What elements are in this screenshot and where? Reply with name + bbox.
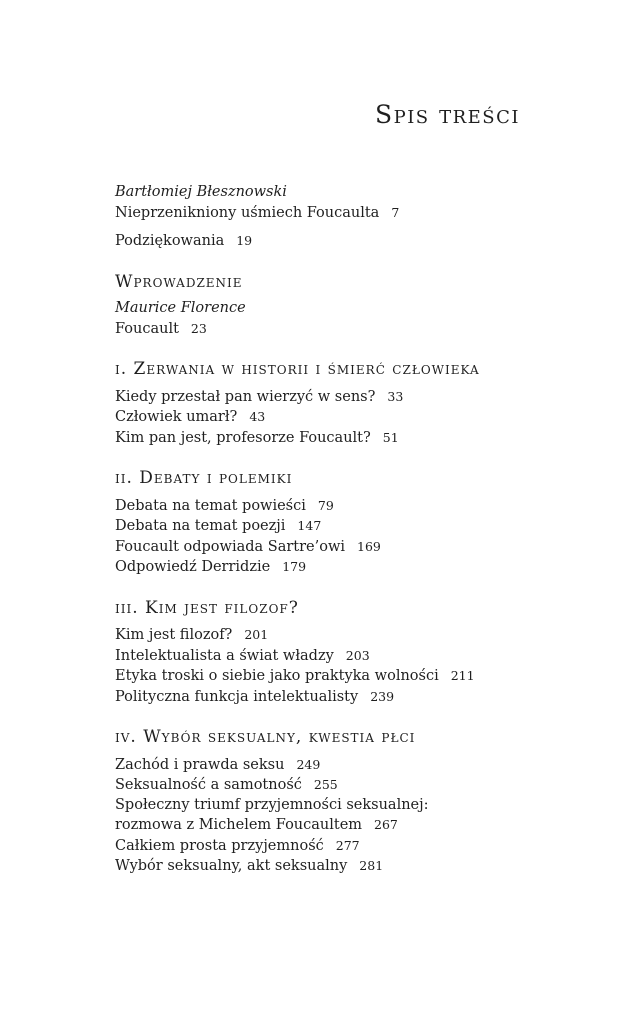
toc-entry	[115, 407, 535, 428]
section-block	[115, 728, 535, 877]
toc-entry-title: Wybór seksualny, akt seksualny	[115, 858, 348, 874]
toc-entry-page-number: 43	[249, 409, 266, 424]
introduction-block	[115, 273, 535, 340]
spacer	[115, 339, 535, 360]
section-block	[115, 469, 535, 578]
toc-entry-title: Seksualność a samotność	[115, 777, 302, 793]
toc-entry-title: Kim jest filozof?	[115, 627, 233, 643]
toc-entry-title: Zachód i prawda seksu	[115, 756, 285, 773]
toc-entry	[115, 836, 535, 857]
toc-entry	[115, 387, 535, 408]
toc-entry	[115, 625, 535, 646]
toc-entry	[115, 428, 535, 449]
toc-entry-page-number: 51	[382, 429, 399, 445]
toc-entry-page-number: 179	[282, 559, 307, 574]
toc-entry	[115, 203, 535, 224]
toc-entry	[115, 231, 535, 252]
toc-entry-page-number: 201	[244, 627, 269, 642]
front-matter-block	[115, 231, 535, 252]
spacer	[115, 578, 535, 599]
toc-entry	[115, 856, 535, 877]
toc-entry-page-number: 23	[190, 320, 207, 336]
spacer	[115, 707, 535, 728]
toc-entry-title: rozmowa z Michelem Foucaultem	[115, 817, 363, 833]
toc-entry-title: Człowiek umarł?	[115, 409, 238, 425]
toc-entry-title: Całkiem prosta przyjemność	[115, 837, 324, 854]
toc-entry-title: Foucault odpowiada Sartre’owi	[115, 538, 346, 555]
toc-entry-page-number: 19	[236, 233, 253, 248]
toc-entry-page-number: 267	[374, 817, 398, 832]
toc-entry	[115, 666, 535, 687]
toc-entry-page-number: 255	[313, 777, 338, 792]
toc-entry	[115, 496, 535, 517]
section-heading: i. Zerwania w historii i śmierć człowieka	[115, 359, 480, 379]
toc-entry-title: Kiedy przestał pan wierzyć w sens?	[115, 388, 376, 405]
toc-entry-title: Intelektualista a świat władzy	[115, 647, 334, 664]
toc-entry-title: Odpowiedź Derridzie	[115, 559, 271, 575]
toc-entry-title: Podziękowania	[115, 233, 225, 249]
toc-entry-page-number: 79	[317, 497, 334, 513]
page-title: Spis treści	[374, 100, 520, 129]
spacer	[115, 223, 535, 231]
toc-entry-page-number: 211	[450, 668, 475, 683]
toc-entry	[115, 775, 535, 796]
toc-entry-title: Nieprzenikniony uśmiech Foucaulta	[115, 204, 380, 221]
toc-entry	[115, 557, 535, 578]
section-block	[115, 599, 535, 708]
toc-entry-page-number: 33	[387, 388, 404, 404]
toc-entry-page-number: 277	[335, 837, 360, 853]
toc-entry-page-number: 249	[296, 756, 321, 772]
toc-entry	[115, 815, 535, 836]
toc-entry	[115, 796, 535, 816]
toc-entry-title: Społeczny triumf przyjemności seksualnej:	[115, 796, 429, 813]
toc-author: Maurice Florence	[115, 300, 246, 316]
toc-entry-title: Kim pan jest, profesorze Foucault?	[115, 429, 371, 446]
toc-entry-page-number: 147	[297, 518, 322, 533]
section-heading: Wprowadzenie	[115, 271, 243, 292]
toc-entry	[115, 646, 535, 667]
section-heading: ii. Debaty i polemiki	[115, 468, 293, 488]
toc-entry-page-number: 7	[391, 204, 400, 220]
front-matter-block	[115, 183, 535, 223]
toc-entry-page-number: 281	[359, 858, 384, 873]
toc-entry-page-number: 203	[345, 647, 370, 663]
toc-entry	[115, 319, 535, 340]
section-heading: iv. Wybór seksualny, kwestia płci	[115, 727, 416, 747]
toc-entry-title: Debata na temat powieści	[115, 497, 306, 514]
toc-author: Bartłomiej Błesznowski	[115, 184, 287, 200]
toc-entry	[115, 537, 535, 558]
toc-entry-title: Foucault	[115, 320, 179, 337]
toc-entry-page-number: 239	[370, 688, 395, 704]
table-of-contents	[115, 183, 535, 877]
toc-entry	[115, 755, 535, 776]
toc-entry-title: Debata na temat poezji	[115, 518, 286, 534]
toc-entry-title: Polityczna funkcja intelektualisty	[115, 688, 359, 705]
toc-entry	[115, 516, 535, 537]
spacer	[115, 448, 535, 469]
section-block	[115, 360, 535, 448]
section-heading: iii. Kim jest filozof?	[115, 597, 299, 618]
toc-entry-title: Etyka troski o siebie jako praktyka wolności	[115, 668, 439, 684]
spacer	[115, 252, 535, 273]
toc-entry	[115, 687, 535, 708]
toc-entry-page-number: 169	[357, 538, 381, 554]
